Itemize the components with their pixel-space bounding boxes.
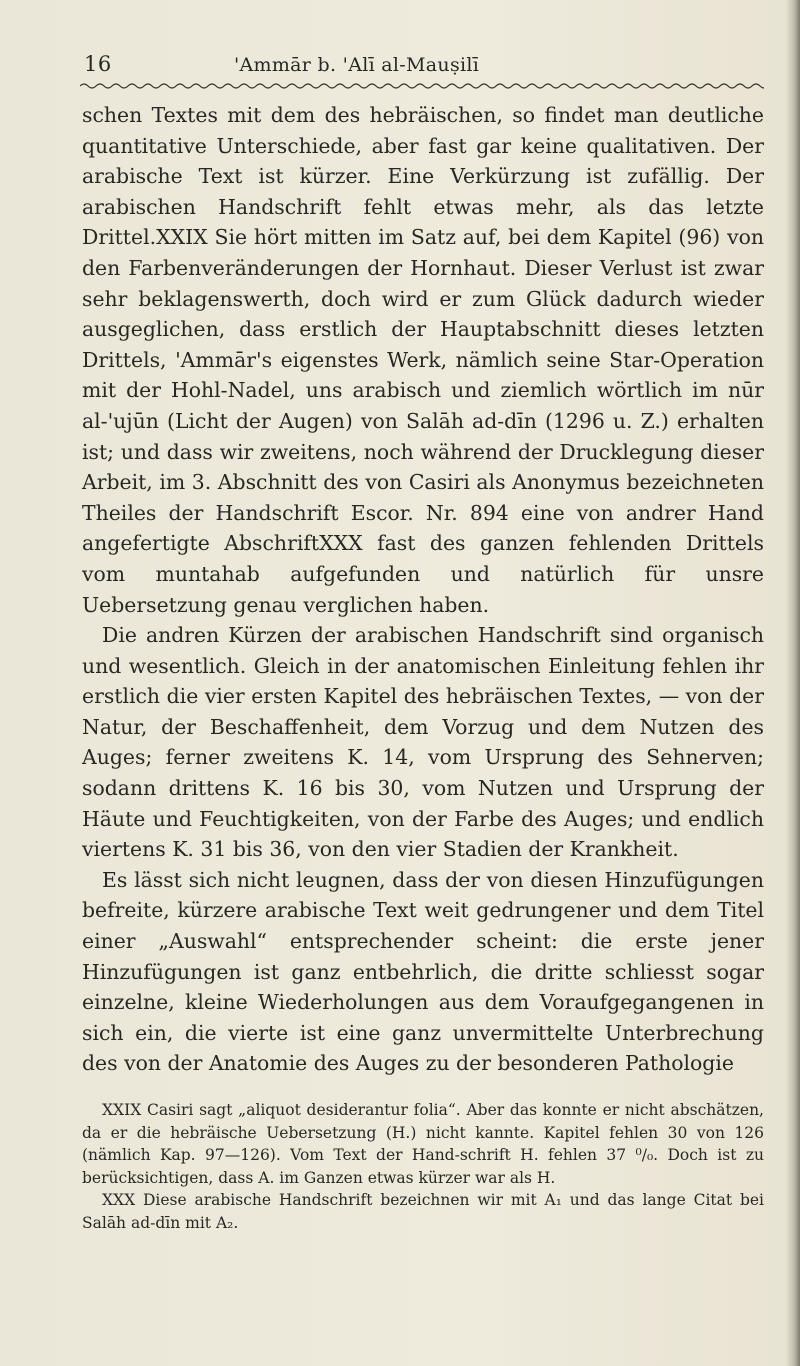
page-number: 16 bbox=[84, 52, 112, 76]
page-header bbox=[82, 52, 762, 82]
paragraph: schen Textes mit dem des hebräischen, so findet man deutliche quantitative Unterschiede, aber fast gar keine qualitativen. Der arabische Text ist kürzer. Eine Verkürzung ist zufällig. Der arabischen Handschrift fehlt etwas mehr, als das letzte Drittel.XXIX Sie hört mitten im Satz auf, bei dem Kapitel (96) von den Farbenveränderungen der Hornhaut. Dieser Verlust ist zwar sehr beklagenswerth, doch wird er zum Glück dadurch wieder ausgeglichen, dass erstlich der Hauptabschnitt dieses letzten Drittels, 'Ammār's eigenstes Werk, nämlich seine Star-Operation mit der Hohl-Nadel, uns arabisch und ziemlich wörtlich im nūr al-'ujūn (Licht der Augen) von Salāh ad-dīn (1296 u. Z.) erhalten ist; und dass wir zweitens, noch während der Drucklegung dieser Arbeit, im 3. Abschnitt des von Casiri als Anonymus bezeichneten Theiles der Handschrift Escor. Nr. 894 eine von andrer Hand angefertigte AbschriftXXX fast des ganzen fehlenden Drittels vom muntahab aufgefunden und natürlich für unsre Uebersetzung genau verglichen haben. bbox=[82, 103, 764, 617]
footnotes bbox=[82, 1099, 764, 1235]
footnote-xxix: XXIX Casiri sagt „aliquot desiderantur folia“. Aber das konnte er nicht abschätzen, da er die hebräische Uebersetzung (H.) nicht kannte. Kapitel fehlen 30 von 126 (nämlich Kap. 97—126). Vom Text der Hand-schrift H. fehlen 37 ⁰/₀. Doch ist zu berücksichtigen, dass A. im Ganzen etwas kürzer war als H. bbox=[82, 1101, 764, 1187]
running-title: 'Ammār b. 'Alī al-Mauṣilī bbox=[234, 54, 480, 76]
body-text bbox=[82, 100, 764, 1079]
page-edge-shadow bbox=[786, 0, 800, 1366]
footnote-xxx: XXX Diese arabische Handschrift bezeichnen wir mit A₁ und das lange Citat bei Salāh ad-dīn mit A₂. bbox=[82, 1191, 764, 1232]
paragraph: Die andren Kürzen der arabischen Handschrift sind organisch und wesentlich. Gleich in der anatomischen Einleitung fehlen ihr erstlich die vier ersten Kapitel des hebräischen Textes, — von der Natur, der Beschaffenheit, dem Vorzug und dem Nutzen des Auges; ferner zweitens K. 14, vom Ursprung des Sehnerven; sodann drittens K. 16 bis 30, vom Nutzen und Ursprung der Häute und Feuchtigkeiten, von der Farbe des Auges; und endlich viertens K. 31 bis 36, von den vier Stadien der Krankheit. bbox=[82, 623, 764, 862]
ornamental-rule bbox=[80, 82, 764, 90]
paragraph: Es lässt sich nicht leugnen, dass der von diesen Hinzufügungen befreite, kürzere arabische Text weit gedrungener und dem Titel einer „Auswahl“ entsprechender scheint: die erste jener Hinzufügungen ist ganz entbehrlich, die dritte schliesst sogar einzelne, kleine Wiederholungen aus dem Voraufgegangenen in sich ein, die vierte ist eine ganz unvermittelte Unterbrechung des von der Anatomie des Auges zu der besonderen Pathologie bbox=[82, 867, 764, 1076]
